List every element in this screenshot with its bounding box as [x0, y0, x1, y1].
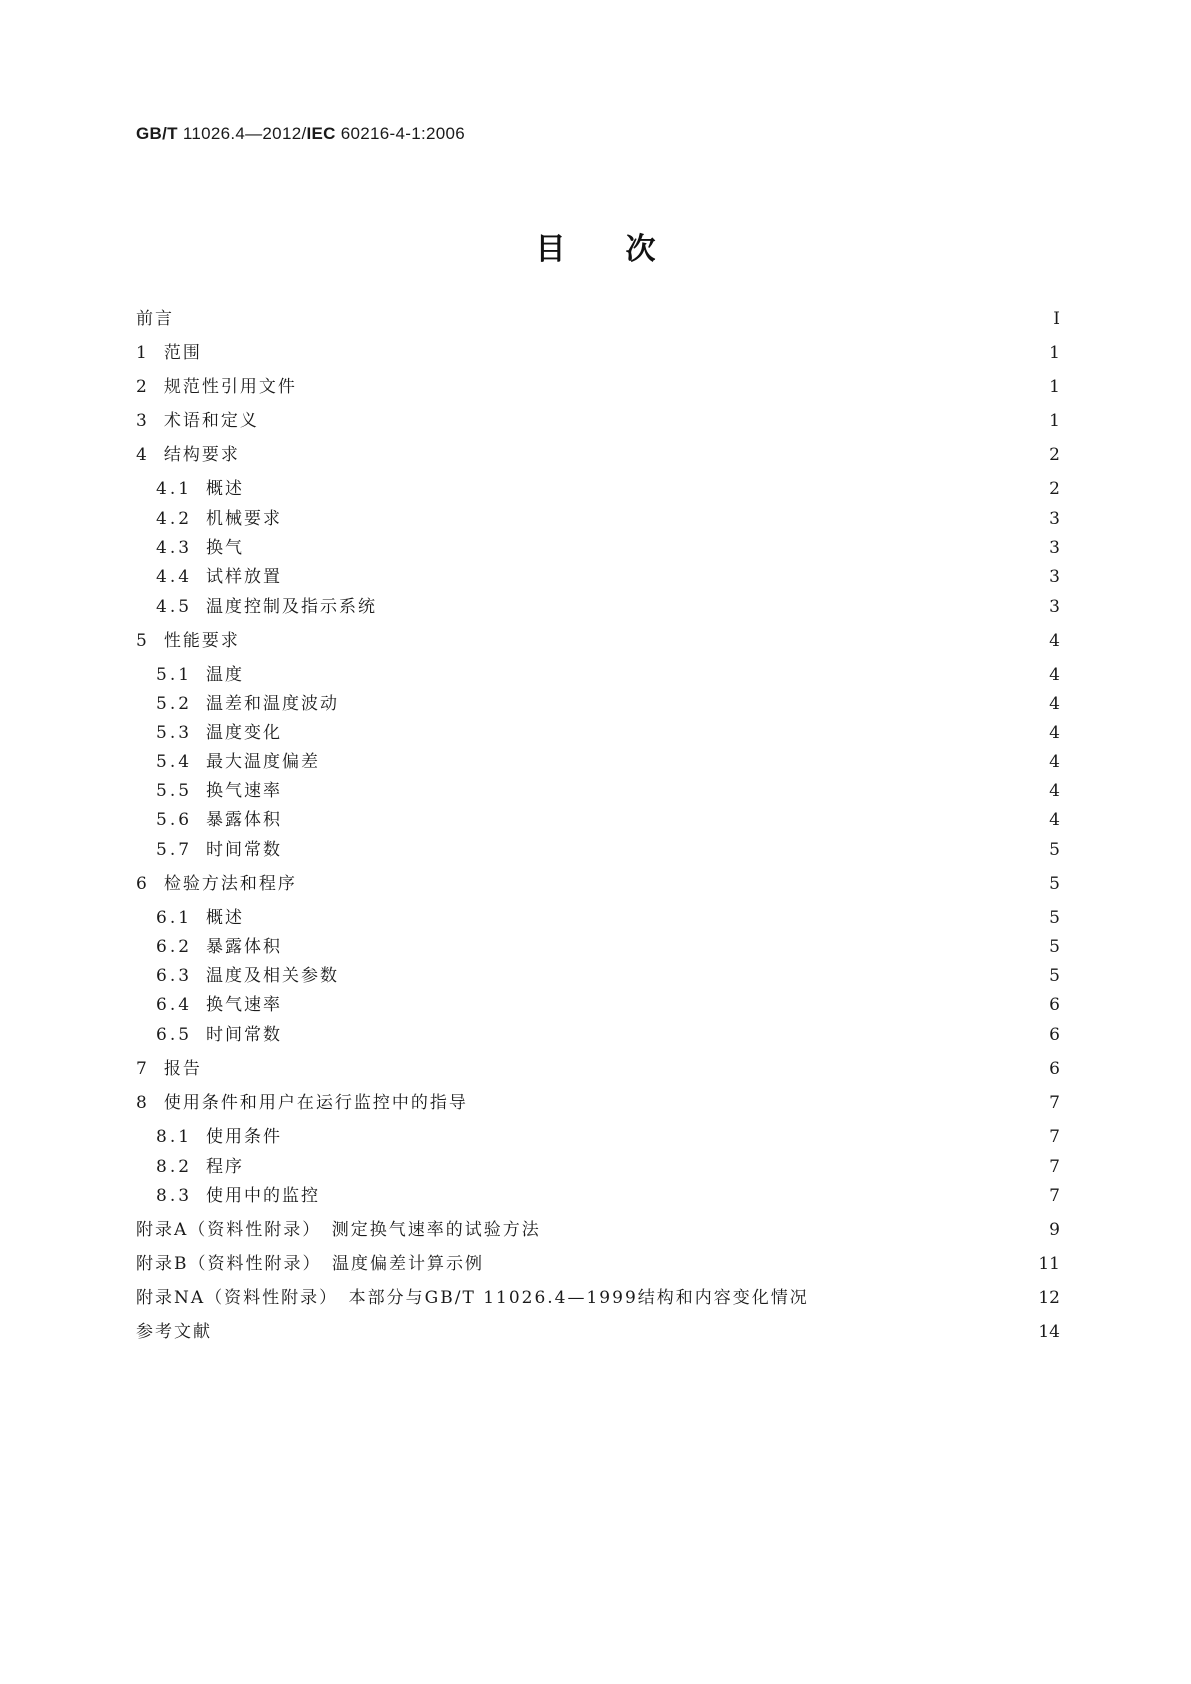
toc-entry-page: 4	[1049, 810, 1060, 830]
toc-entry-title: 温差和温度波动	[206, 694, 340, 714]
toc-entry-title: 性能要求	[163, 631, 240, 651]
toc-entry-page: 3	[1049, 567, 1060, 587]
toc-entry-title: 换气	[206, 538, 245, 558]
dot-leader	[212, 340, 1038, 366]
standard-header	[136, 124, 465, 144]
toc-entry-title: 时间常数	[206, 840, 283, 860]
toc-entry-number: 2	[136, 377, 150, 397]
toc-entry-title: 使用中的监控	[206, 1186, 321, 1206]
toc-entry-title: 附录B（资料性附录） 温度偏差计算示例	[136, 1254, 484, 1274]
dot-leader	[551, 1217, 1038, 1243]
toc-entry-page: 2	[1049, 479, 1060, 499]
toc-entry[interactable]	[156, 934, 1060, 960]
toc-entry[interactable]	[156, 905, 1060, 931]
toc-entry[interactable]	[136, 340, 1060, 366]
dot-leader	[292, 992, 1038, 1018]
toc-entry-page: 1	[1049, 377, 1060, 397]
toc-entry-title: 换气速率	[206, 781, 283, 801]
toc-entry[interactable]	[156, 662, 1060, 688]
toc-entry-page: 14	[1038, 1322, 1060, 1342]
dot-leader	[307, 374, 1038, 400]
standard-code: 11026.4—2012/	[182, 124, 307, 143]
toc-entry-page: 3	[1049, 509, 1060, 529]
toc-entry-page: 4	[1049, 665, 1060, 685]
toc-entry[interactable]	[156, 594, 1060, 620]
toc-entry-title: 温度控制及指示系统	[206, 597, 378, 617]
dot-leader	[494, 1251, 1028, 1277]
toc-entry[interactable]	[136, 628, 1060, 654]
toc-entry-page: 5	[1049, 840, 1060, 860]
toc-entry-number: 5.6	[156, 810, 193, 830]
toc-entry-page: 5	[1049, 966, 1060, 986]
toc-entry[interactable]	[156, 963, 1060, 989]
dot-leader	[349, 691, 1038, 717]
toc-entry-title: 检验方法和程序	[163, 874, 297, 894]
toc-entry-number: 5.5	[156, 781, 193, 801]
toc-entry-title: 附录NA（资料性附录） 本部分与GB/T 11026.4—1999结构和内容变化情况	[136, 1288, 809, 1308]
dot-leader	[292, 720, 1038, 746]
toc-entry[interactable]	[156, 749, 1060, 775]
toc-entry[interactable]	[136, 1056, 1060, 1082]
toc-entry-number: 6.2	[156, 937, 193, 957]
toc-entry-number: 4.4	[156, 567, 193, 587]
dot-leader	[387, 594, 1038, 620]
toc-entry-title: 使用条件和用户在运行监控中的指导	[163, 1093, 468, 1113]
toc-entry-title: 规范性引用文件	[163, 377, 297, 397]
dot-leader	[478, 1090, 1038, 1116]
dot-leader	[222, 1319, 1028, 1345]
toc-entry[interactable]	[156, 1183, 1060, 1209]
toc-entry-number: 8.1	[156, 1127, 193, 1147]
dot-leader	[292, 506, 1038, 532]
dot-leader	[254, 535, 1038, 561]
toc-entry[interactable]	[136, 374, 1060, 400]
toc-entry-page: 4	[1049, 723, 1060, 743]
dot-leader	[250, 628, 1038, 654]
toc-entry-title: 试样放置	[206, 567, 283, 587]
toc-entry-page: 3	[1049, 538, 1060, 558]
toc-entry-page: 3	[1049, 597, 1060, 617]
toc-entry-number: 5.4	[156, 752, 193, 772]
toc-entry-number: 5	[136, 631, 150, 651]
toc-entry[interactable]	[156, 691, 1060, 717]
standard-prefix: GB/T	[136, 124, 178, 143]
toc-entry-number: 8	[136, 1093, 150, 1113]
toc-entry-number: 4.3	[156, 538, 193, 558]
toc-entry-number: 6.1	[156, 908, 193, 928]
toc-entry[interactable]	[156, 1022, 1060, 1048]
dot-leader	[349, 963, 1038, 989]
dot-leader	[292, 564, 1038, 590]
toc-entry-title: 术语和定义	[163, 411, 259, 431]
dot-leader	[292, 1022, 1038, 1048]
toc-entry-page: 5	[1049, 937, 1060, 957]
toc-entry[interactable]	[156, 476, 1060, 502]
toc-entry-number: 5.7	[156, 840, 193, 860]
dot-leader	[292, 1124, 1038, 1150]
toc-entry-number: 5.1	[156, 665, 193, 685]
toc-entry-page: 7	[1049, 1186, 1060, 1206]
toc-entry-page: 7	[1049, 1127, 1060, 1147]
dot-leader	[254, 662, 1038, 688]
dot-leader	[292, 807, 1038, 833]
toc-entry-title: 暴露体积	[206, 810, 283, 830]
toc-entry-number: 8.2	[156, 1157, 193, 1177]
toc-entry[interactable]	[136, 408, 1060, 434]
toc-entry[interactable]	[136, 1285, 1060, 1311]
toc-entry-page: 7	[1049, 1157, 1060, 1177]
iec-code: 60216-4-1:2006	[340, 124, 466, 143]
toc-entry[interactable]	[156, 992, 1060, 1018]
toc-entry-title: 前言	[136, 309, 174, 329]
dot-leader	[292, 934, 1038, 960]
toc-entry[interactable]	[156, 1124, 1060, 1150]
toc-entry-page: 1	[1049, 343, 1060, 363]
toc-entry-page: 9	[1049, 1220, 1060, 1240]
toc-entry-number: 8.3	[156, 1186, 193, 1206]
toc-entry[interactable]	[136, 442, 1060, 468]
toc-entry-number: 6	[136, 874, 150, 894]
dot-leader	[292, 837, 1038, 863]
toc-entry[interactable]	[156, 1154, 1060, 1180]
toc-entry-title: 程序	[206, 1157, 245, 1177]
toc-entry-number: 6.5	[156, 1025, 193, 1045]
dot-leader	[819, 1285, 1029, 1311]
toc-entry-title: 时间常数	[206, 1025, 283, 1045]
iec-prefix: IEC	[306, 124, 336, 143]
toc-entry[interactable]	[136, 871, 1060, 897]
toc-entry-title: 范围	[163, 343, 202, 363]
dot-leader	[254, 1154, 1038, 1180]
toc-entry[interactable]	[136, 1319, 1060, 1345]
toc-entry-title: 参考文献	[136, 1322, 212, 1342]
toc-entry-number: 4.2	[156, 509, 193, 529]
toc-entry-page: 6	[1049, 1025, 1060, 1045]
toc-entry-title: 结构要求	[163, 445, 240, 465]
toc-entry-page: 2	[1049, 445, 1060, 465]
toc-entry[interactable]	[136, 1217, 1060, 1243]
toc-entry-page: 4	[1049, 781, 1060, 801]
toc-entry-page: 6	[1049, 995, 1060, 1015]
dot-leader	[254, 905, 1038, 931]
toc-entry-title: 最大温度偏差	[206, 752, 321, 772]
toc-entry-number: 5.2	[156, 694, 193, 714]
toc-entry-number: 3	[136, 411, 150, 431]
toc-entry-page: 11	[1038, 1254, 1060, 1274]
toc-entry[interactable]	[156, 720, 1060, 746]
toc-entry[interactable]	[156, 837, 1060, 863]
toc-entry-page: 4	[1049, 631, 1060, 651]
toc-entry-number: 6.4	[156, 995, 193, 1015]
toc-entry-page: Ⅰ	[1053, 309, 1060, 329]
toc-entry-number: 4	[136, 445, 150, 465]
toc-entry-number: 4.5	[156, 597, 193, 617]
toc-entry[interactable]	[136, 306, 1060, 332]
toc-entry-title: 换气速率	[206, 995, 283, 1015]
toc-entry-number: 6.3	[156, 966, 193, 986]
dot-leader	[292, 778, 1038, 804]
dot-leader	[330, 749, 1038, 775]
toc-entry-title: 暴露体积	[206, 937, 283, 957]
toc-entry-number: 1	[136, 343, 150, 363]
toc-entry-page: 5	[1049, 874, 1060, 894]
dot-leader	[307, 871, 1038, 897]
toc-entry-page: 4	[1049, 752, 1060, 772]
dot-leader	[269, 408, 1038, 434]
toc-entry-title: 概述	[206, 479, 245, 499]
toc-entry-number: 7	[136, 1059, 150, 1079]
toc-entry-title: 温度变化	[206, 723, 283, 743]
dot-leader	[254, 476, 1038, 502]
dot-leader	[250, 442, 1038, 468]
toc-entry[interactable]	[156, 807, 1060, 833]
toc-entry[interactable]	[156, 564, 1060, 590]
toc-entry-title: 附录A（资料性附录） 测定换气速率的试验方法	[136, 1220, 541, 1240]
toc-entry-title: 报告	[163, 1059, 202, 1079]
dot-leader	[330, 1183, 1038, 1209]
page-title: 目次	[535, 232, 716, 267]
toc-entry-page: 4	[1049, 694, 1060, 714]
toc-entry[interactable]	[156, 506, 1060, 532]
toc-entry-page: 5	[1049, 908, 1060, 928]
toc-entry-number: 4.1	[156, 479, 193, 499]
toc-entry-page: 12	[1038, 1288, 1060, 1308]
toc-entry-page: 7	[1049, 1093, 1060, 1113]
toc-entry-title: 机械要求	[206, 509, 283, 529]
toc-entry[interactable]	[156, 778, 1060, 804]
toc-entry-title: 概述	[206, 908, 245, 928]
toc-entry-title: 使用条件	[206, 1127, 283, 1147]
toc-entry-number: 5.3	[156, 723, 193, 743]
dot-leader	[184, 306, 1038, 332]
toc-entry[interactable]	[136, 1251, 1060, 1277]
toc-entry-page: 6	[1049, 1059, 1060, 1079]
toc-entry[interactable]	[136, 1090, 1060, 1116]
toc-entry-title: 温度及相关参数	[206, 966, 340, 986]
dot-leader	[212, 1056, 1038, 1082]
toc-entry-title: 温度	[206, 665, 245, 685]
toc-entry-page: 1	[1049, 411, 1060, 431]
toc-entry[interactable]	[156, 535, 1060, 561]
